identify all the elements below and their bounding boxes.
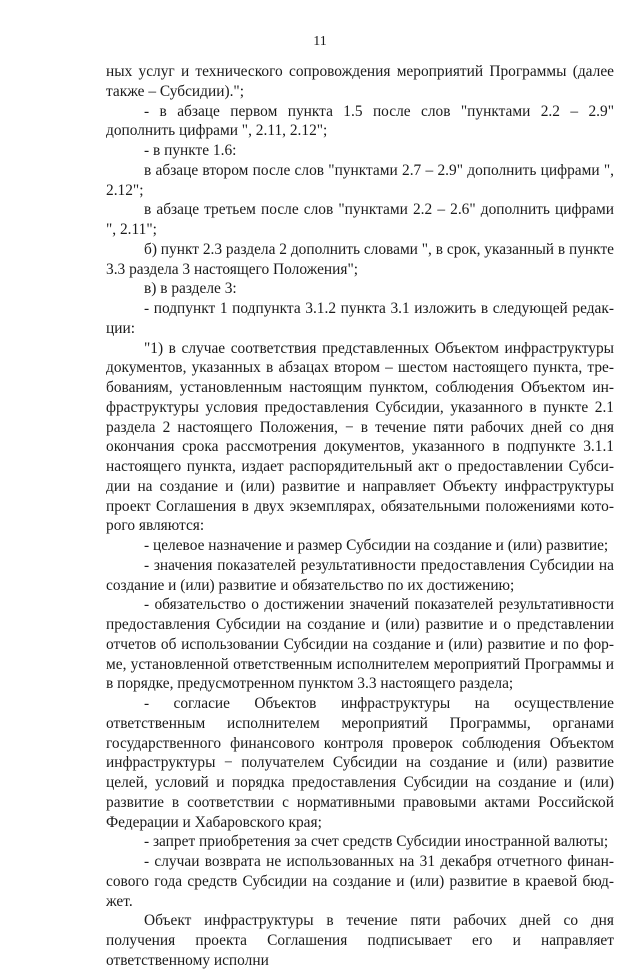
list-item-audit-consent: - согласие Объектов инфраструктуры на осуществление ответственным исполнителем мероприятий Программы, органами государственного финансового контроля проверок соблюдения Объектом инфраструктуры − получателем Субсидии на создание и (или) развитие целей, условий и порядка предоставления Субсидии на создание и (или) развитие в соответствии с нормативными правовыми актами Российской Федерации и Хабаровского края; [106,695,614,831]
paragraph-item-b: б) пункт 2.3 раздела 2 дополнить словами ", в срок, указанный в пункте 3.3 раздела 3 настоящего Положения"; [106,240,614,278]
paragraph-signing: Объект инфраструктуры в течение пяти рабочих дней со дня получения проекта Соглашения подписывает его и направляет ответственному исполни [106,912,614,969]
page-number: 11 [313,34,327,49]
list-item-target-purpose: - целевое назначение и размер Субсидии на создание и (или) развитие; [144,537,609,554]
paragraph-quoted-subitem-1: "1) в случае соответствия представленных Объектом инфраструктуры документов, указанных в абзацах втором – шестом настоящего пункта, требованиям, установленным настоящим пунктом, соблюдения Объектом инфраструктуры условия предоставления Субсидии, указанного в пункте 2.1 раздела 2 настоящего Положения, − в течение пяти рабочих дней со дня окончания срока рассмотрения документов, указанного в подпункте 3.1.1 настоящего пункта, издает распорядительный акт о предоставлении Субсидии на создание и (или) развитие и направляет Объекту инфраструктуры проект Соглашения в двух экземплярах, обязательными положениями которого являются: [106,339,614,535]
list-item-reporting-obligation: - обязательство о достижении значений показателей результативности предоставления Субсидии на создание и (или) развитие и о представлении отчетов об использовании Субсидии на создание и (или) развитие и по форме, установленной ответственным исполнителем мероприятий Программы и в порядке, предусмотренном пунктом 3.3 настоящего раздела; [106,596,614,693]
paragraph-abzac-second: в абзаце втором после слов "пунктами 2.7 – 2.9" дополнить цифрами ", 2.12"; [106,161,614,199]
paragraph-item-1-5: - в абзаце первом пункта 1.5 после слов "пунктами 2.2 – 2.9" дополнить цифрами ", 2.11, 2.12"; [106,102,614,140]
paragraph-item-1-6: - в пункте 1.6: [144,142,237,159]
list-item-refund-cases: - случаи возврата не использованных на 31 декабря отчетного финансового года средств Субсидии на создание и (или) развитие в краевой бюджет. [106,853,614,910]
list-item-performance-indicators: - значения показателей результативности предоставления Субсидии на создание и (или) развитие и обязательство по их достижению; [106,556,614,594]
list-item-currency-ban: - запрет приобретения за счет средств Субсидии иностранной валюты; [144,833,609,851]
paragraph-continuation: ных услуг и технического сопровождения мероприятий Программы (далее также – Субсидии)."; [106,63,614,100]
paragraph-subitem-3-1-2: - подпункт 1 подпункта 3.1.2 пункта 3.1 изложить в следующей редакции: [106,300,614,337]
document-body [106,62,614,971]
paragraph-abzac-third: в абзаце третьем после слов "пунктами 2.2 – 2.6" дополнить цифрами ", 2.11"; [106,201,614,238]
paragraph-item-v: в) в разделе 3: [144,280,237,298]
